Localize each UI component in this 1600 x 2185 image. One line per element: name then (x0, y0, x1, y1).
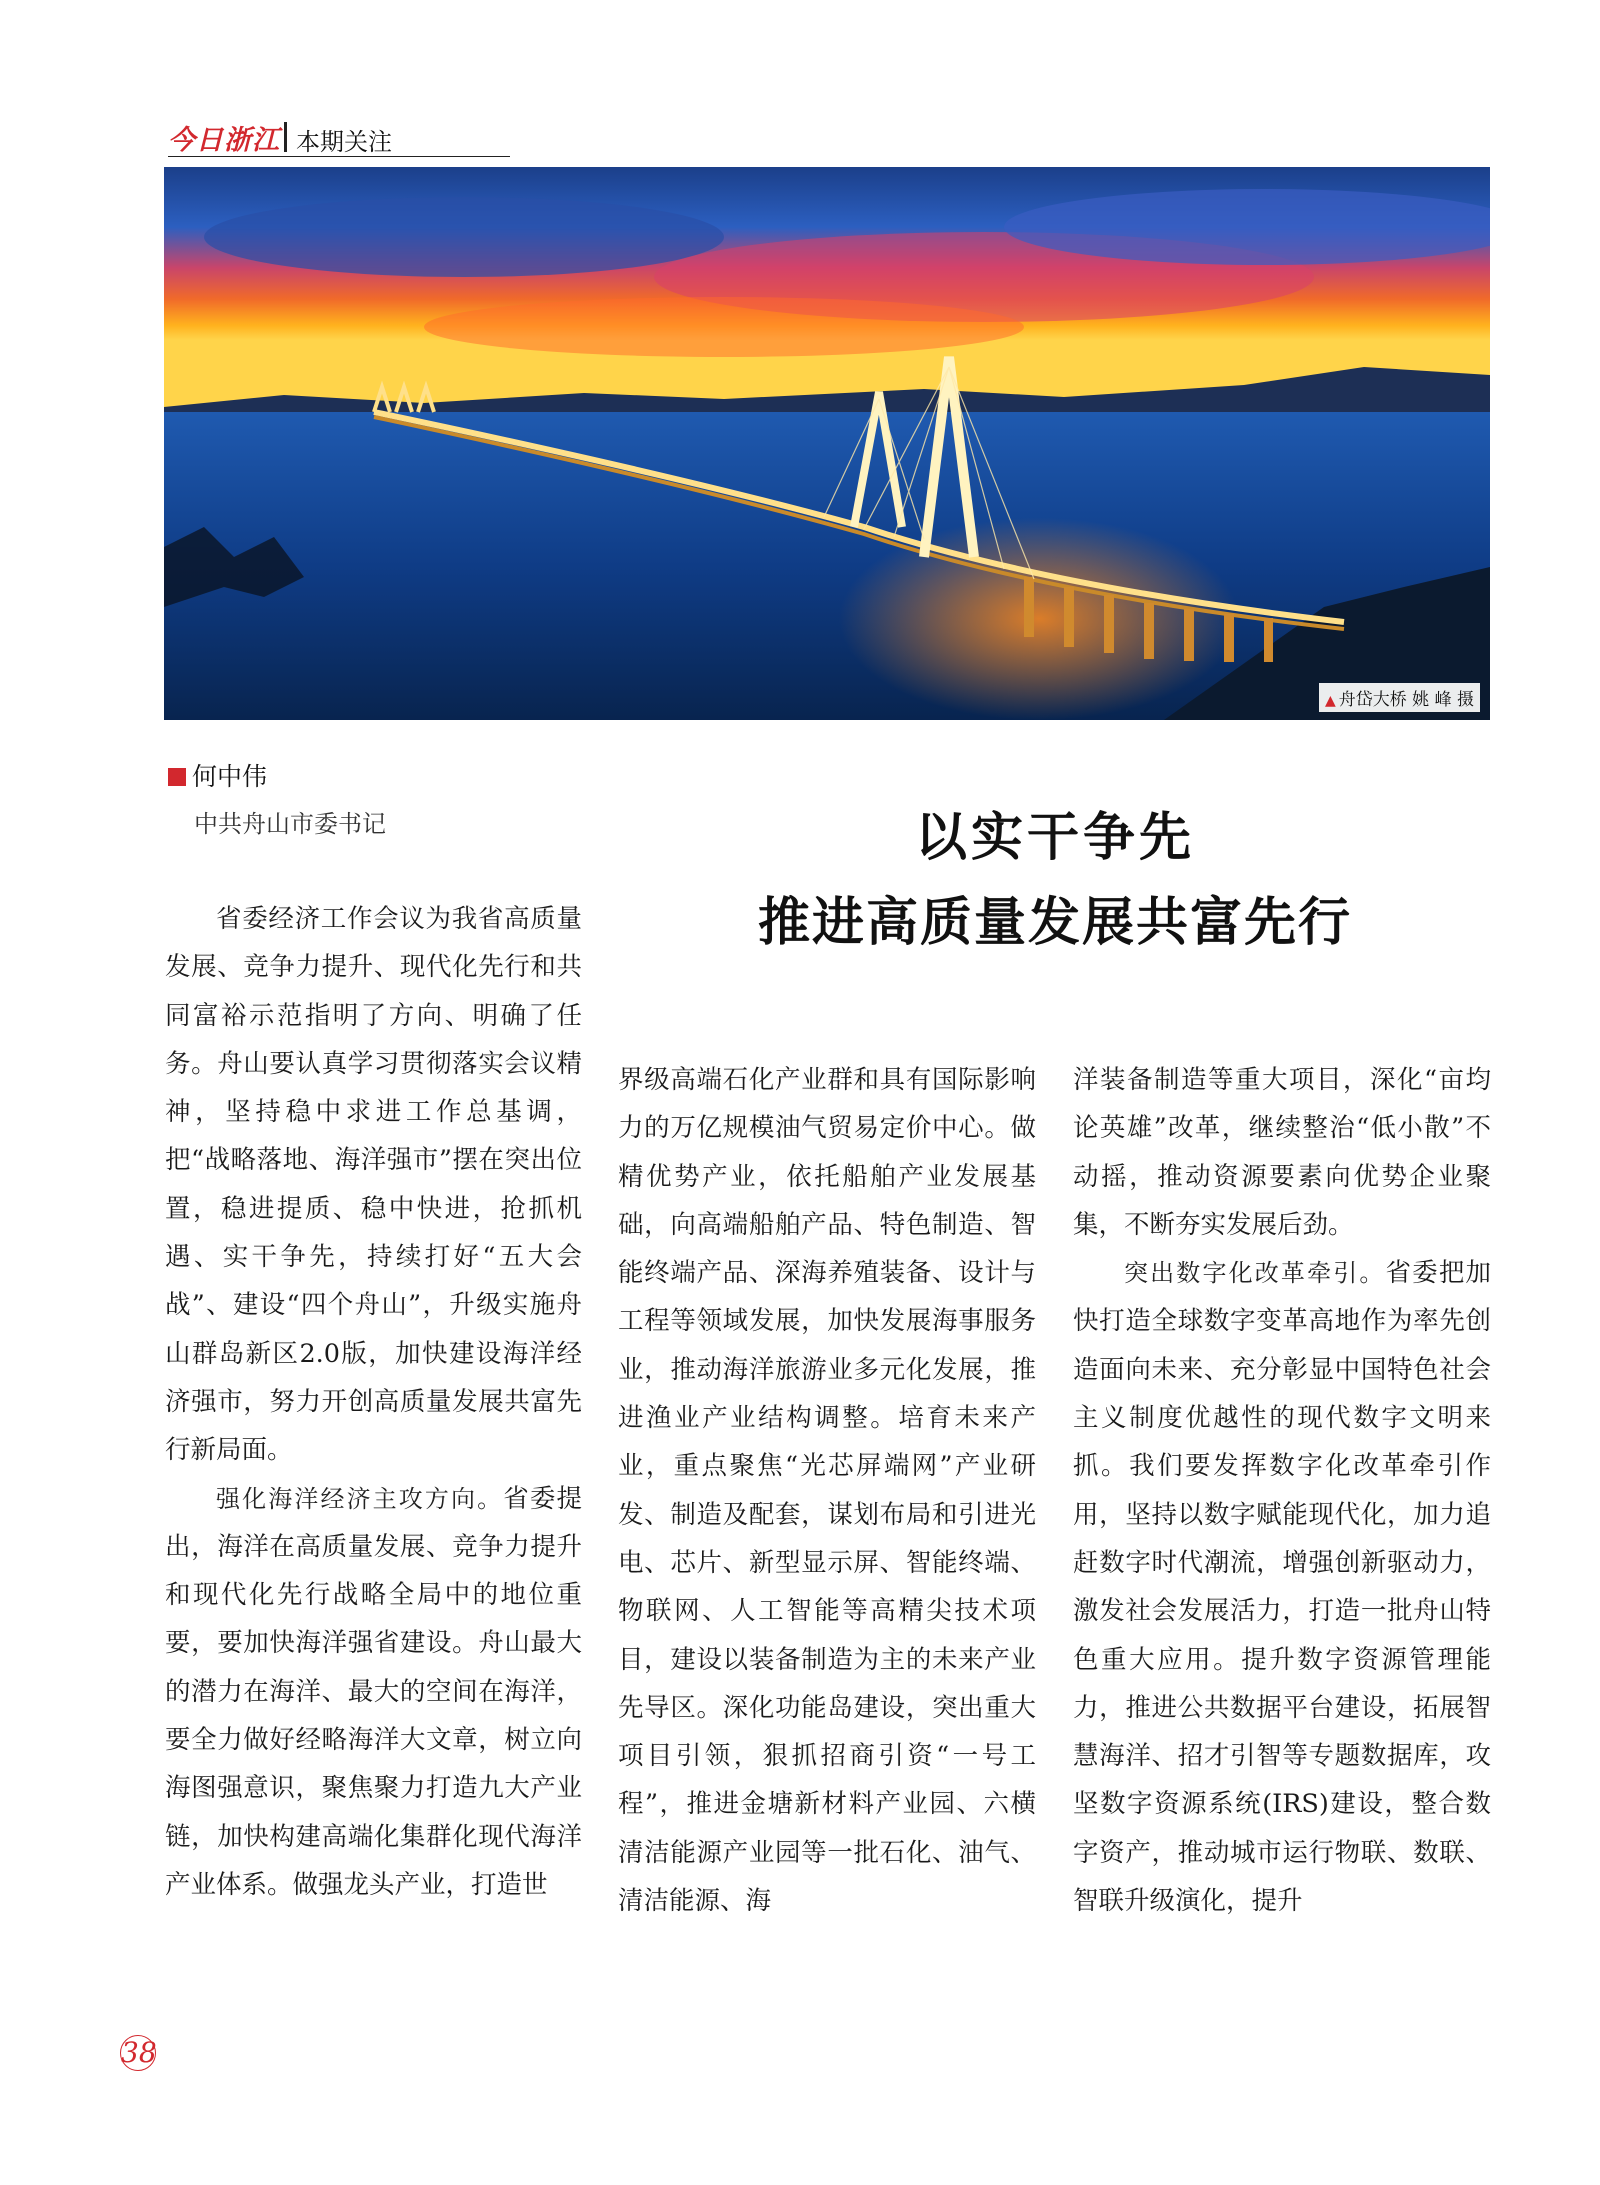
header-divider (284, 122, 287, 152)
page-number: 38 (121, 2036, 157, 2069)
photo-caption (1319, 683, 1480, 712)
article-title-line1: 以实干争先 (914, 807, 1195, 868)
page-header (168, 118, 510, 157)
body-column-2 (618, 1056, 1036, 1925)
body-column-1 (165, 895, 582, 1909)
author-name (168, 757, 267, 793)
paragraph-lead: 突出数字化改革牵引。 (1124, 1259, 1386, 1288)
red-square-icon (168, 768, 186, 786)
section-label: 本期关注 (296, 128, 392, 156)
author-name-text: 何中伟 (192, 762, 268, 791)
paragraph: 省委经济工作会议为我省高质量发展、竞争力提升、现代化先行和共同富裕示范指明了方向、明确了任务。舟山要认真学习贯彻落实会议精神，坚持稳中求进工作总基调，把“战略落地、海洋强市”摆在突出位置，稳进提质、稳中快进，抢抓机遇、实干争先，持续打好“五大会战”、建设“四个舟山”，升级实施舟山群岛新区2.0版，加快建设海洋经济强市，努力开创高质量发展共富先行新局面。 (165, 904, 582, 1466)
paragraph-text: 省委提出，海洋在高质量发展、竞争力提升和现代化先行战略全局中的地位重要，要加快海洋强省建设。舟山最大的潜力在海洋、最大的空间在海洋，要全力做好经略海洋大文章，树立向海图强意识，聚焦聚力打造九大产业链，加快构建高端化集群化现代海洋产业体系。做强龙头产业，打造世 (165, 1483, 582, 1900)
paragraph: 界级高端石化产业群和具有国际影响力的万亿规模油气贸易定价中心。做精优势产业，依托船舶产业发展基础，向高端船舶产品、特色制造、智能终端产品、深海养殖装备、设计与工程等领域发展，加快发展海事服务业，推动海洋旅游业多元化发展，推进渔业产业结构调整。培育未来产业，重点聚焦“光芯屏端网”产业研发、制造及配套，谋划布局和引进光电、芯片、新型显示屏、智能终端、物联网、人工智能等高精尖技术项目，建设以装备制造为主的未来产业先导区。深化功能岛建设，突出重大项目引领，狠抓招商引资“一号工程”，推进金塘新材料产业园、六横清洁能源产业园等一批石化、油气、清洁能源、海 (618, 1065, 1036, 1917)
author-role: 中共舟山市委书记 (194, 810, 386, 838)
caption-text: 舟岱大桥 姚 峰 摄 (1338, 690, 1474, 710)
article-title-line2: 推进高质量发展共富先行 (757, 892, 1352, 953)
paragraph (165, 1475, 582, 1910)
magazine-logo: 今日浙江 (168, 125, 280, 156)
bridge-illustration (164, 167, 1490, 720)
paragraph-lead: 强化海洋经济主攻方向。 (216, 1484, 504, 1513)
paragraph: 洋装备制造等重大项目，深化“亩均论英雄”改革，继续整治“低小散”不动摇，推动资源要素向优势企业聚集，不断夯实发展后劲。 (1073, 1065, 1491, 1240)
paragraph (1073, 1249, 1491, 1925)
bridge-photo (164, 167, 1490, 720)
caption-triangle-icon: ▲ (1325, 693, 1336, 709)
body-column-3 (1073, 1056, 1491, 1925)
paragraph-text: 省委把加快打造全球数字变革高地作为率先创造面向未来、充分彰显中国特色社会主义制度优越性的现代数字文明来抓。我们要发挥数字化改革牵引作用，坚持以数字赋能现代化，加力追赶数字时代潮流，增强创新驱动力，激发社会发展活力，打造一批舟山特色重大应用。提升数字资源管理能力，推进公共数据平台建设，拓展智慧海洋、招才引智等专题数据库，攻坚数字资源系统(IRS)建设，整合数字资产，推动城市运行物联、数联、智联升级演化，提升 (1073, 1258, 1491, 1917)
